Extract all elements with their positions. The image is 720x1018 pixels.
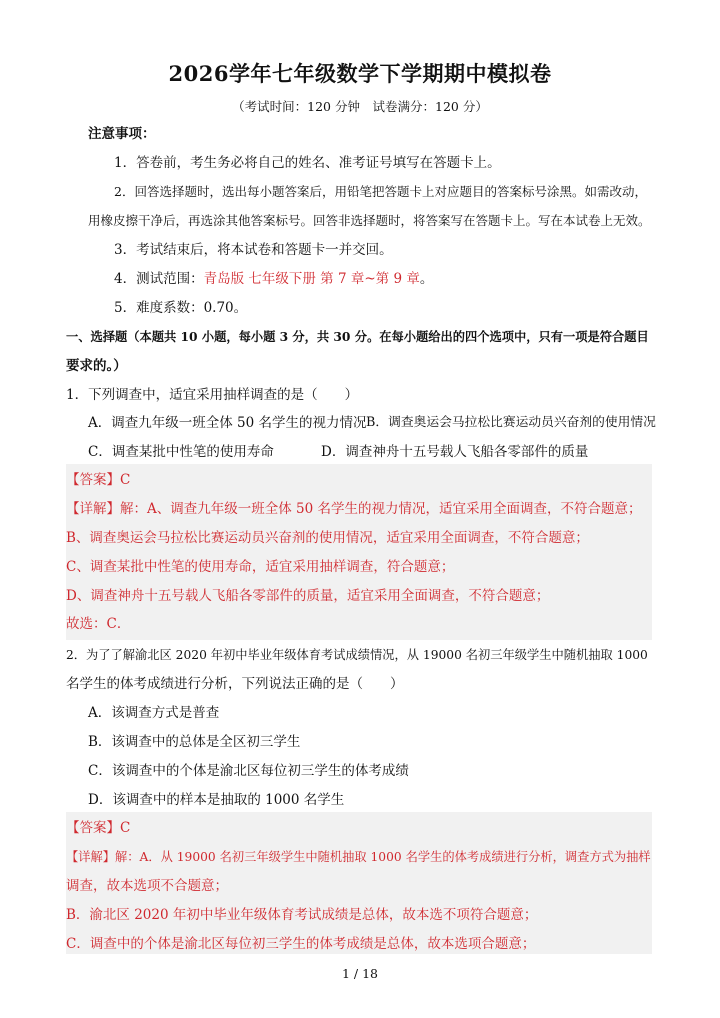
notice-item-4 — [114, 269, 433, 289]
question-2-explanation-3: C．调查中的个体是渝北区每位初三学生的体考成绩是总体，故本选项合题意； — [66, 936, 536, 952]
notice-item-5: 5．难度系数：0.70。 — [114, 300, 248, 316]
page-number: 1 / 18 — [341, 966, 379, 981]
notice-heading: 注意事项： — [88, 126, 156, 142]
question-1-explanation-2: B、调查奥运会马拉松比赛运动员兴奋剂的使用情况，适宜采用全面调查，不符合题意； — [66, 530, 589, 546]
question-2-stem: 2．为了了解渝北区 2020 年初中毕业年级体育考试成绩情况，从 19000 名初三年级学生中随机抽取 1000 — [66, 648, 648, 662]
question-2-option-d: D．该调查中的样本是抽取的 1000 名学生 — [88, 792, 345, 808]
question-1-answer-box — [66, 464, 652, 640]
question-2-stem-cont: 名学生的体考成绩进行分析，下列说法正确的是（ ） — [66, 676, 404, 692]
notice-item-1: 1．答卷前，考生务必将自己的姓名、准考证号填写在答题卡上。 — [114, 155, 501, 171]
question-2-answer: 【答案】C — [66, 820, 131, 836]
question-2-explanation-2: B．渝北区 2020 年初中毕业年级体育考试成绩是总体，故本选不项符合题意； — [66, 907, 538, 923]
question-2-option-a: A．该调查方式是普查 — [88, 705, 220, 721]
question-2-option-c: C．该调查中的个体是渝北区每位初三学生的体考成绩 — [88, 763, 409, 779]
exam-info: （考试时间：120 分钟 试卷满分：120 分） — [232, 99, 488, 114]
question-2-explanation-1: 【详解】解：A．从 19000 名初三年级学生中随机抽取 1000 名学生的体考成绩进行分析，调查方式为抽样 — [66, 850, 651, 864]
question-1-option-d: D．调查神舟十五号载人飞船各零部件的质量 — [321, 444, 589, 460]
section-heading: 一、选择题（本题共 10 小题，每小题 3 分，共 30 分。在每小题给出的四个选项中，只有一项是符合题目 — [66, 329, 649, 344]
page-title: 2026学年七年级数学下学期期中模拟卷 — [168, 61, 552, 86]
question-1-stem: 1．下列调查中，适宜采用抽样调查的是（ ） — [66, 387, 359, 403]
notice-item-4-suffix: 。 — [419, 271, 434, 287]
notice-item-3: 3．考试结束后，将本试卷和答题卡一并交回。 — [114, 242, 393, 258]
notice-item-2: 2．回答选择题时，选出每小题答案后，用铅笔把答题卡上对应题目的答案标号涂黑。如需改动， — [114, 184, 647, 199]
question-1-option-c: C．调查某批中性笔的使用寿命 — [88, 444, 274, 460]
question-1-explanation-1: 【详解】解：A、调查九年级一班全体 50 名学生的视力情况，适宜采用全面调查，不符合题意； — [66, 501, 642, 517]
question-1-answer: 【答案】C — [66, 472, 131, 488]
question-2-option-b: B．该调查中的总体是全区初三学生 — [88, 734, 301, 750]
notice-item-2-cont: 用橡皮擦干净后，再选涂其他答案标号。回答非选择题时，将答案写在答题卡上。写在本试卷上无效。 — [88, 213, 651, 228]
test-range: 青岛版 七年级下册 第 7 章~第 9 章 — [203, 271, 420, 287]
question-1-conclusion: 故选：C． — [66, 616, 131, 632]
question-2-explanation-1-cont: 调查，故本选项不合题意； — [66, 878, 228, 894]
question-1-explanation-4: D、调查神舟十五号载人飞船各零部件的质量，适宜采用全面调查，不符合题意； — [66, 588, 550, 604]
question-1-option-b: B．调查奥运会马拉松比赛运动员兴奋剂的使用情况 — [366, 415, 656, 430]
notice-item-4-prefix: 4．测试范围： — [114, 271, 204, 287]
section-heading-cont: 要求的。） — [66, 358, 127, 374]
question-1-explanation-3: C、调查某批中性笔的使用寿命，适宜采用抽样调查，符合题意； — [66, 559, 455, 575]
question-1-option-a: A．调查九年级一班全体 50 名学生的视力情况 — [88, 415, 367, 431]
